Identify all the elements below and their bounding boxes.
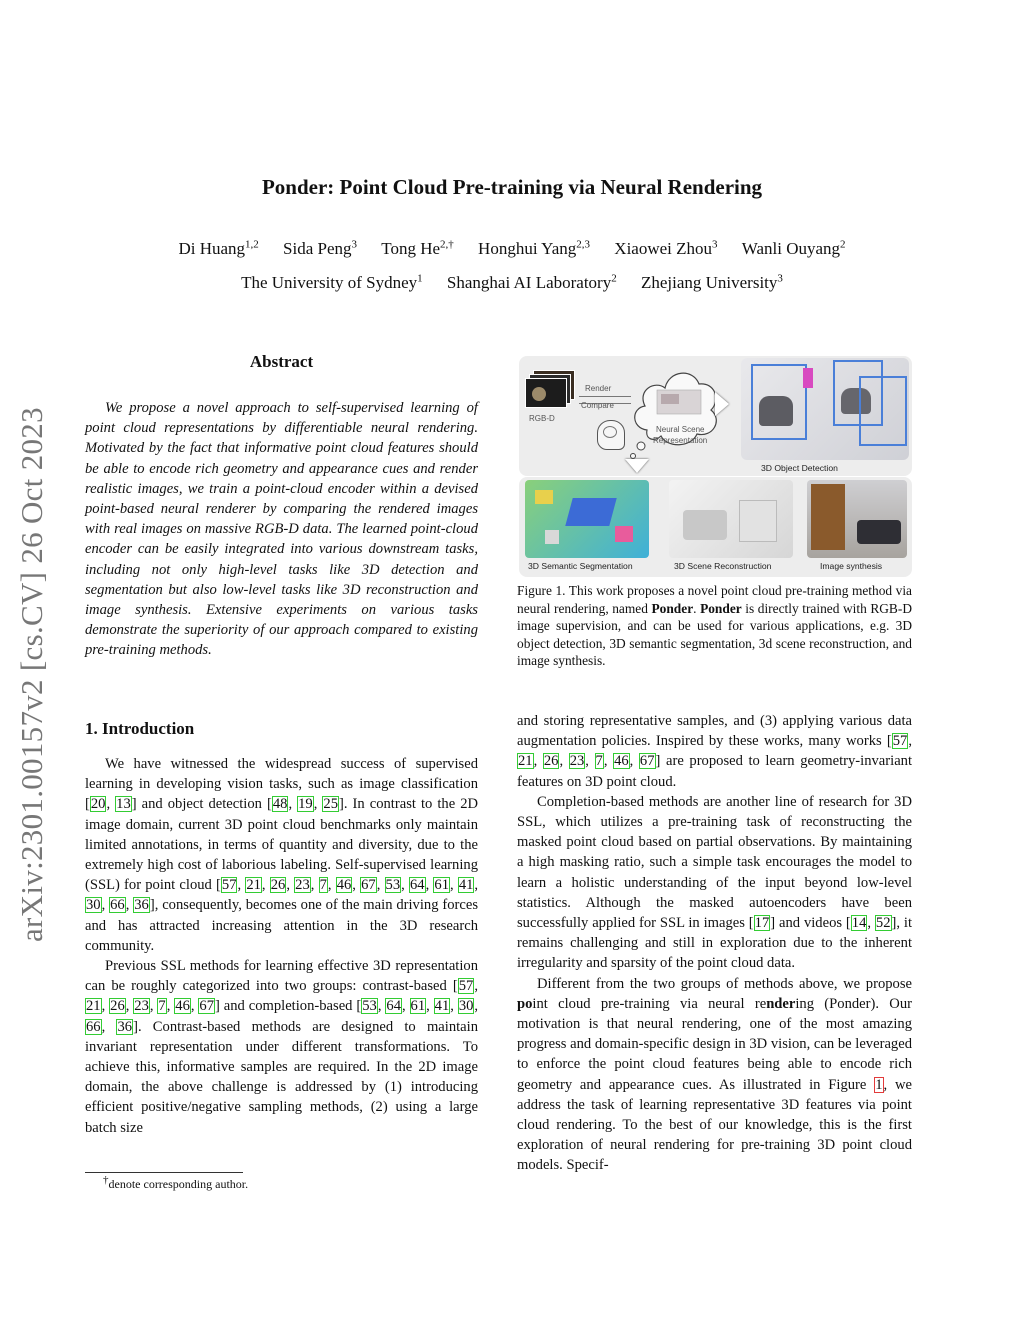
render-label: Render — [585, 384, 612, 393]
author: Wanli Ouyang$^2$ — [741, 238, 846, 258]
figure-1 — [519, 356, 912, 578]
intro-paragraph-2-continued: and storing representative samples, and (3) applying various data augmentation policies. Inspired by these works, many works [57, 21, 26, 23, 7, 46, 67] are proposed to learn geometry-invariant features on 3D point cloud. — [517, 713, 913, 790]
citation-link[interactable]: 61 — [434, 877, 449, 894]
citation-link[interactable]: 46 — [175, 998, 190, 1015]
citation-link[interactable]: 48 — [272, 796, 288, 813]
footnote-divider — [85, 1172, 243, 1173]
figure-reference-link[interactable]: 1 — [875, 1076, 883, 1093]
affiliation: Shanghai AI Laboratory$^2$ — [446, 272, 617, 292]
citation-link[interactable]: 23 — [134, 998, 149, 1015]
citation-link[interactable]: 7 — [595, 753, 603, 770]
citation-link[interactable]: 67 — [361, 877, 376, 894]
rgbd-image-stack — [525, 370, 573, 410]
footnote: †denote corresponding author. — [103, 1174, 249, 1191]
citation-link[interactable]: 13 — [116, 796, 131, 813]
citation-link[interactable]: 46 — [614, 753, 629, 770]
citation-link[interactable]: 53 — [385, 877, 401, 894]
author: Tong $He^{2,\dagger}$ — [381, 238, 454, 258]
citation-link[interactable]: 14 — [851, 915, 867, 932]
citation-link[interactable]: 57 — [892, 733, 908, 750]
author: Xiaowei Zhou$^3$ — [614, 238, 718, 258]
citation-link[interactable]: 26 — [270, 877, 286, 894]
citation-link[interactable]: 26 — [110, 998, 125, 1015]
intro-paragraph-4: Different from the two groups of methods above, we propose point cloud pre-training via neural rendering (Ponder). Our motivation is that neural rendering, one of the most amazing progress and domain-specific design in 3D vision, can be leveraged to enforce the point cloud features being able to encode rich geometry and appearance cues. As illustrated in Figure 1, we address the task of learning representative 3D features via point cloud rendering. To the best of our knowledge, this is the first exploration of neural rendering for pre-training 3D point cloud models. Specif- — [517, 975, 912, 1174]
citation-link[interactable]: 57 — [221, 877, 237, 894]
citation-link[interactable]: 30 — [458, 998, 474, 1015]
citation-link[interactable]: 7 — [158, 998, 166, 1015]
citation-link[interactable]: 57 — [458, 978, 474, 995]
detection-render-image — [741, 358, 909, 460]
citation-link[interactable]: 26 — [543, 753, 559, 770]
render-arrow-icon — [579, 396, 631, 397]
citation-link[interactable]: 7 — [319, 877, 327, 894]
synthesis-render-image — [807, 480, 907, 558]
citation-link[interactable]: 52 — [875, 915, 891, 932]
intro-paragraph-2: Previous SSL methods for learning effective 3D representation can be roughly categorized into two groups: contrast-based [57, 21, 26, 23, 7, 46, 67] and completion-based [53, 64, 61, 41, 30, 66, 36]. Contrast-based methods are designed to maintain invariant representation under different transformations. To achieve this, informative samples are required. In the 2D image domain, the above challenge is addressed by (1) introducing efficient positive/negative sampling methods, (2) using a large batch size — [85, 958, 479, 1136]
segmentation-label: 3D Semantic Segmentation — [528, 561, 633, 571]
affiliation-list — [0, 273, 1024, 293]
citation-link[interactable]: 66 — [86, 1018, 101, 1035]
down-arrow-icon — [625, 459, 649, 473]
citation-link[interactable]: 67 — [199, 998, 214, 1015]
citation-link[interactable]: 41 — [434, 998, 450, 1015]
abstract-heading: Abstract — [249, 352, 314, 371]
citation-link[interactable]: 19 — [298, 796, 313, 813]
citation-link[interactable]: 53 — [362, 998, 377, 1015]
reconstruction-render-image — [669, 480, 793, 558]
citation-link[interactable]: 64 — [386, 998, 401, 1015]
intro-paragraph-1: We have witnessed the widespread success of supervised learning in developing vision tasks, such as image classification [20, 13] and object detection [48, 19, 25]. In contrast to the 2D image domain, current 3D point cloud benchmarks only maintain limited annotations, in terms of quantity and diversity, due to the extremely high cost of laborious labeling. Self-supervised learning (SSL) for point cloud [57, 21, 26, 23, 7, 46, 67, 53, 64, 61, 41, 30, 66, 36], consequently, becomes one of the main driving forces and has attracted increasing attention in the 3D research community. — [85, 756, 479, 954]
citation-link[interactable]: 21 — [86, 998, 101, 1015]
segmentation-render-image — [525, 480, 649, 558]
citation-link[interactable]: 30 — [86, 897, 101, 914]
author: Sida Peng$^3$ — [283, 238, 358, 258]
citation-link[interactable]: 67 — [639, 753, 655, 770]
figure-1-caption: Figure 1. This work proposes a novel point cloud pre-training method via neural rendering, named Ponder. Ponder is directly trained with RGB-D image supervision, and can be used for various applications, e.g. 3D object detection, 3D semantic segmentation, 3d scene reconstruction, and image synthesis. — [517, 583, 912, 669]
citation-link[interactable]: 64 — [409, 877, 425, 894]
intro-paragraph-3: Completion-based methods are another line of research for 3D SSL, which utilizes a pre-training task of reconstructing the masked point cloud based on partial observations. By maintaining a high masking ratio, such a simple task encourages the model to learn a holistic understanding of the input beyond low-level statistics. Although the masked autoencoders have been successfully applied for SSL in images [17] and videos [14, 52], it remains challenging and still in exploration due to the inherent irregularity and sparsity of the point cloud data. — [517, 793, 912, 972]
citation-link[interactable]: 46 — [336, 877, 352, 894]
thought-cloud-icon — [627, 360, 723, 464]
synthesis-label: Image synthesis — [820, 561, 883, 571]
rgbd-label: RGB-D — [529, 414, 555, 423]
neural-scene-label: Neural Scene — [656, 425, 705, 434]
right-column-body — [517, 711, 912, 1176]
affiliation: Zhejiang University$^3$ — [640, 272, 783, 292]
right-arrow-icon — [715, 392, 729, 416]
citation-link[interactable]: 21 — [246, 877, 261, 894]
citation-link[interactable]: 61 — [410, 998, 426, 1015]
citation-link[interactable]: 25 — [323, 796, 338, 813]
reconstruction-label: 3D Scene Reconstruction — [674, 561, 772, 571]
paper-title: Ponder: Point Cloud Pre-training via Neural Rendering — [261, 175, 763, 199]
citation-link[interactable]: 23 — [569, 753, 585, 770]
author: Di Huang$^{1,2}$ — [178, 238, 259, 258]
arxiv-identifier: arXiv:2301.00157v2 [cs.CV] 26 Oct 2023 — [14, 407, 49, 942]
section-heading-introduction: 1. Introduction — [85, 719, 195, 738]
neural-representation-label: Representation — [653, 436, 708, 445]
abstract-body — [85, 398, 478, 661]
author-list — [0, 239, 1024, 259]
citation-link[interactable]: 20 — [90, 796, 106, 813]
citation-link[interactable]: 41 — [458, 877, 474, 894]
author: Honghui Yang$^{2,3}$ — [478, 238, 591, 258]
citation-link[interactable]: 36 — [134, 897, 149, 914]
detection-label: 3D Object Detection — [761, 463, 838, 473]
citation-link[interactable]: 21 — [518, 753, 533, 770]
citation-link[interactable]: 66 — [110, 897, 125, 914]
affiliation: The University of Sydney$^1$ — [241, 272, 423, 292]
compare-label: Compare — [581, 401, 614, 410]
citation-link[interactable]: 23 — [295, 877, 310, 894]
citation-link[interactable]: 17 — [754, 915, 770, 932]
left-column-body — [85, 754, 478, 1138]
citation-link[interactable]: 36 — [117, 1018, 133, 1035]
abstract-paragraph: We propose a novel approach to self-supervised learning of point cloud representations by differentiable neural rendering. Motivated by the fact that informative point cloud features should be able to encode rich geometry and appearance cues and render realistic images, we train a point-cloud encoder within a devised point-based neural renderer by comparing the rendered images with real images on massive RGB-D data. The learned point-cloud encoder can be easily integrated into various downstream tasks, including not only high-level tasks like 3D detection and segmentation but also low-level tasks like 3D reconstruction and image synthesis. Extensive experiments on various tasks demonstrate the superiority of our approach compared to existing pre-training methods. — [85, 400, 478, 659]
head-brain-icon — [597, 420, 625, 450]
